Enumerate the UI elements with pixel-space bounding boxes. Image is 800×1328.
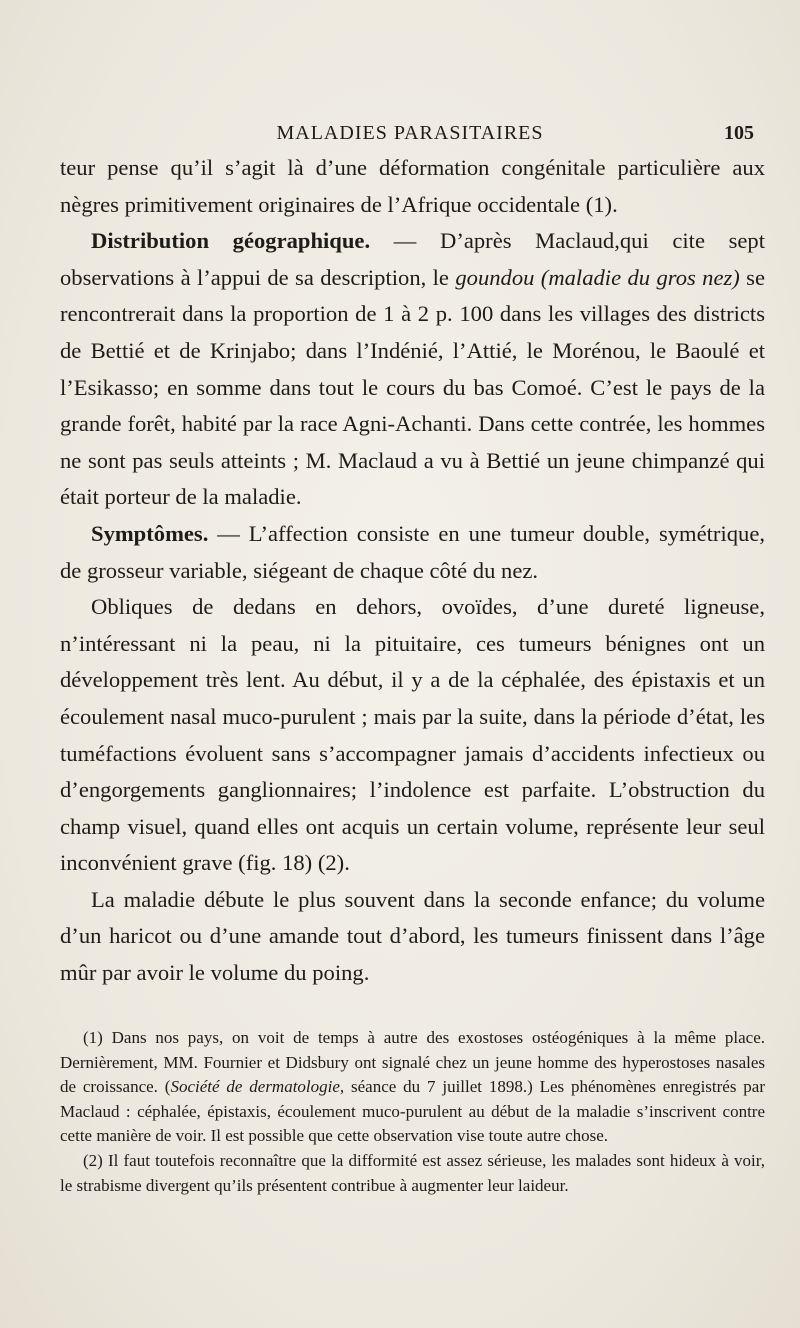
paragraph-symptoms-rest: — L’affection consiste en une tumeur double, symétrique, de grosseur variable, siégeant de chaque côté du nez.: [60, 520, 765, 583]
section-heading-symptoms: Symptômes.: [91, 520, 209, 546]
footnote-1: [60, 1026, 765, 1149]
running-head: [60, 120, 760, 148]
running-title: MALADIES PARASITAIRES: [276, 122, 544, 144]
paragraph-distribution-dash: — D’après Maclaud,qui cite sept observations à l’appui de sa description, le: [60, 228, 766, 290]
footnote-1-journal: Société de dermatologie: [170, 1077, 340, 1097]
paragraph-evolution: La maladie débute le plus souvent dans la seconde enfance; du volume d’un haricot ou d’une amande tout d’abord, les tumeurs finissent dans l’âge mûr par avoir le volume du poing.: [60, 886, 765, 986]
paragraph-distribution: [60, 223, 765, 516]
goundou-term: goundou (maladie du gros nez): [455, 264, 740, 290]
paragraph-description: Obliques de dedans en dehors, ovoïdes, d’une dureté ligneuse, n’intéressant ni la peau, ni la pituitaire, ces tumeurs bénignes ont un développement très lent. Au début, il y a de la céphalée, des épistaxis et un écoulement nasal muco-purulent ; mais par la suite, dans la période d’état, les tuméfactions évoluent sans s’accompagner jamais d’accidents infectieux ou d’engorgements ganglionnaires; l’indolence est parfaite. L’obstruction du champ visuel, quand elles ont acquis un certain volume, représente leur seul inconvénient grave (fig. 18) (2).: [60, 594, 765, 876]
paragraph-distribution-rest: se rencontrerait dans la proportion de 1 à 2 p. 100 dans les villages des districts de Bettié et de Krinjabo; dans l’Indénié, l’Attié, le Morénou, le Baoulé et l’Esikasso; en somme dans tout le cours du bas Comoé. C’est le pays de la grande forêt, habité par la race Agni-Achanti. Dans cette contrée, les hommes ne sont pas seuls atteints ; M. Maclaud a vu à Bettié un jeune chimpanzé qui était porteur de la maladie.: [60, 264, 766, 510]
footnote-1-end: , séance du 7 juillet 1898.) Les phénomènes enregistrés par Maclaud : céphalée, épistaxis, écoulement muco-purulent au début de la maladie s’inscrivent contre cette manière de voir. Il est possible que cette observation vise toute autre chose.: [60, 1077, 765, 1146]
paragraph-symptoms: [60, 516, 765, 589]
body-text: [60, 150, 765, 992]
page-number: 105: [724, 122, 754, 144]
footnotes: [60, 1026, 765, 1198]
footnote-2: (2) Il faut toutefois reconnaître que la difformité est assez sérieuse, les malades sont hideux à voir, le strabisme divergent qu’ils présentent contribue à augmenter leur laideur.: [60, 1150, 765, 1195]
section-heading-distribution: Distribution géographique.: [91, 228, 371, 254]
footnote-1-start: (1) Dans nos pays, on voit de temps à autre des exostoses ostéogéniques à la même place. Dernièrement, MM. Fournier et Didsbury ont signalé chez un jeune homme des hyperostoses nasales de croissance. (: [60, 1028, 765, 1097]
paragraph-continuation: teur pense qu’il s’agit là d’une déformation congénitale particulière aux nègres primitivement originaires de l’Afrique occidentale (1).: [60, 155, 765, 217]
